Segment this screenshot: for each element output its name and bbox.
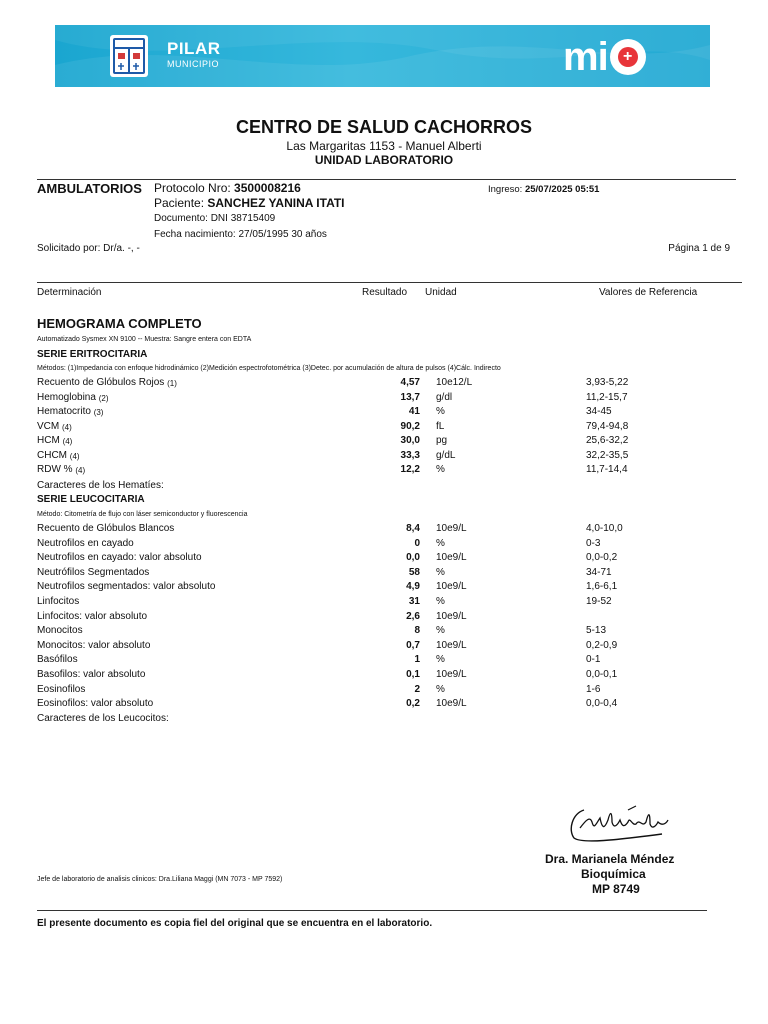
row-reference: 0-1 bbox=[586, 654, 601, 666]
page-number: Página 1 de 9 bbox=[668, 243, 730, 254]
row-name: Eosinofilos: valor absoluto bbox=[37, 698, 154, 710]
row-method-mark: (2) bbox=[98, 393, 109, 403]
serie-leuco-title: SERIE LEUCOCITARIA bbox=[37, 494, 145, 505]
section-title: HEMOGRAMA COMPLETO bbox=[37, 316, 202, 331]
row-value: 41 bbox=[408, 406, 420, 417]
table-row bbox=[0, 421, 768, 435]
row-unit: % bbox=[436, 625, 445, 637]
row-name: CHCM $_{(4)}$ bbox=[37, 449, 80, 461]
table-row bbox=[0, 406, 768, 420]
row-name: Neutrofilos segmentados: valor absoluto bbox=[37, 581, 216, 593]
header-banner bbox=[55, 25, 710, 87]
table-row bbox=[0, 581, 768, 595]
lab-name: CENTRO DE SALUD CACHORROS bbox=[235, 117, 532, 137]
municipio-shield-icon bbox=[107, 33, 151, 79]
row-unit: 10e9/L bbox=[436, 698, 467, 710]
row-unit: % bbox=[436, 596, 445, 607]
row-value: 0,1 bbox=[406, 669, 420, 680]
row-name: Basofilos: valor absoluto bbox=[37, 669, 146, 680]
row-value: 1 bbox=[414, 654, 420, 666]
row-method-mark: (1) bbox=[167, 379, 177, 388]
row-reference: 3,93-5,22 bbox=[586, 377, 629, 388]
mio-plus-icon: + bbox=[610, 39, 646, 75]
row-value: 58 bbox=[408, 566, 420, 578]
row-name: RDW % $_{(4)}$ bbox=[37, 464, 86, 475]
row-name: VCM $_{(4)}$ bbox=[37, 420, 72, 432]
brand-sub: MUNICIPIO bbox=[167, 59, 220, 69]
table-row bbox=[0, 377, 768, 391]
row-method-mark: (4) bbox=[62, 437, 73, 446]
row-unit: 10e9/L bbox=[436, 523, 467, 534]
patient-label: Paciente: bbox=[154, 196, 205, 210]
table-row bbox=[0, 464, 768, 478]
row-unit: % bbox=[436, 537, 445, 549]
row-name: Eosinofilos bbox=[37, 683, 86, 695]
chief-note: Jefe de laboratorio de analisis clinicos: Dra.Liliana Maggi (MN 7073 - MP 7592) bbox=[37, 876, 283, 883]
row-name: Recuento de Glóbulos Rojos $_{(1)}$ bbox=[37, 377, 177, 388]
row-unit: % bbox=[436, 464, 445, 475]
row-method-mark: (4) bbox=[75, 466, 86, 475]
row-reference: 0,2-0,9 bbox=[586, 639, 618, 651]
row-reference: 5-13 bbox=[586, 625, 607, 637]
table-row bbox=[0, 611, 768, 625]
row-reference: 34-71 bbox=[586, 566, 612, 578]
row-reference: 0,0-0,4 bbox=[586, 698, 618, 710]
row-name: HCM $_{(4)}$ bbox=[37, 435, 73, 446]
row-value: 31 bbox=[408, 596, 420, 607]
row-value: 0 bbox=[414, 537, 420, 549]
row-reference: 34-45 bbox=[586, 406, 612, 417]
table-row bbox=[0, 523, 768, 537]
patient-document: Documento: DNI 38715409 bbox=[154, 213, 276, 224]
row-unit: pg bbox=[436, 435, 448, 446]
row-name: Neutrófilos Segmentados bbox=[37, 566, 150, 578]
row-unit: % bbox=[436, 683, 445, 695]
col-unit: Unidad bbox=[425, 287, 457, 298]
row-method-mark: (4) bbox=[69, 451, 80, 461]
row-value: 0,7 bbox=[406, 639, 420, 651]
ingreso-label: Ingreso: bbox=[488, 184, 523, 195]
row-value: 30,0 bbox=[400, 435, 420, 446]
signer-mp: MP 8749 bbox=[592, 882, 640, 896]
row-unit: 10e12/L bbox=[436, 377, 473, 388]
row-name: Hematocrito $_{(3)}$ bbox=[37, 406, 104, 417]
table-row bbox=[0, 450, 768, 464]
table-row bbox=[0, 552, 768, 566]
lab-unit: UNIDAD LABORATORIO bbox=[314, 153, 454, 167]
row-name: Recuento de Glóbulos Blancos bbox=[37, 523, 175, 534]
row-reference: 1,6-6,1 bbox=[586, 581, 618, 593]
row-reference: 0,0-0,2 bbox=[586, 552, 618, 564]
row-reference: 1-6 bbox=[586, 683, 601, 695]
row-method-mark: (3) bbox=[93, 408, 104, 417]
brand-name: PILAR bbox=[167, 39, 221, 58]
ingreso-field bbox=[488, 184, 599, 195]
row-unit: 10e9/L bbox=[436, 639, 467, 651]
row-value: 2,6 bbox=[406, 610, 420, 622]
serie-leuco-methods: Método: Citometría de flujo con láser semiconductor y fluorescencia bbox=[37, 511, 248, 518]
table-row bbox=[0, 669, 768, 683]
row-name: Hemoglobina $_{(2)}$ bbox=[37, 391, 109, 403]
row-reference: 11,7-14,4 bbox=[586, 464, 628, 475]
row-reference: 0-3 bbox=[586, 537, 601, 549]
divider bbox=[37, 910, 707, 911]
row-name: Neutrofilos en cayado bbox=[37, 537, 134, 549]
row-value: 33,3 bbox=[400, 449, 420, 461]
patient-birth: Fecha nacimiento: 27/05/1995 30 años bbox=[154, 229, 327, 240]
col-determination: Determinación bbox=[37, 287, 102, 298]
row-unit: 10e9/L bbox=[436, 552, 467, 564]
table-row bbox=[0, 538, 768, 552]
signer-name: Dra. Marianela Méndez bbox=[545, 852, 675, 866]
method-note: Automatizado Sysmex XN 9100 -- Muestra: Sangre entera con EDTA bbox=[37, 336, 252, 343]
table-row bbox=[0, 596, 768, 610]
row-unit: % bbox=[436, 406, 445, 417]
row-reference: 19-52 bbox=[586, 596, 612, 607]
table-row bbox=[0, 684, 768, 698]
row-reference: 79,4-94,8 bbox=[586, 420, 629, 432]
row-value: 90,2 bbox=[400, 420, 420, 432]
table-row bbox=[0, 567, 768, 581]
signer-title: Bioquímica bbox=[581, 867, 646, 881]
row-unit: % bbox=[436, 566, 445, 578]
patient-category: AMBULATORIOS bbox=[37, 181, 142, 196]
table-row bbox=[0, 640, 768, 654]
divider bbox=[37, 179, 736, 180]
leucocitos-characters: Caracteres de los Leucocitos: bbox=[37, 713, 169, 724]
col-reference: Valores de Referencia bbox=[599, 287, 698, 298]
divider bbox=[37, 282, 742, 283]
row-unit: 10e9/L bbox=[436, 610, 467, 622]
copy-note: El presente documento es copia fiel del original que se encuentra en el laboratorio. bbox=[37, 918, 433, 929]
table-row bbox=[0, 435, 768, 449]
handwritten-signature bbox=[566, 800, 672, 846]
row-name: Monocitos bbox=[37, 625, 83, 637]
ingreso-value: 25/07/2025 05:51 bbox=[524, 184, 600, 195]
table-row bbox=[0, 392, 768, 406]
row-method-mark: (4) bbox=[62, 422, 72, 432]
row-name: Linfocitos: valor absoluto bbox=[37, 610, 148, 622]
row-value: 2 bbox=[414, 683, 420, 695]
brand-text bbox=[167, 40, 221, 70]
row-name: Linfocitos bbox=[37, 596, 80, 607]
row-unit: g/dl bbox=[436, 391, 453, 403]
row-value: 0,2 bbox=[406, 698, 420, 710]
serie-eritro-title: SERIE ERITROCITARIA bbox=[37, 349, 148, 360]
mio-logo bbox=[563, 37, 646, 77]
lab-address: Las Margaritas 1153 - Manuel Alberti bbox=[286, 139, 482, 153]
row-unit: g/dL bbox=[436, 449, 456, 461]
row-value: 8,4 bbox=[406, 523, 420, 534]
serie-eritro-methods: Métodos: (1)Impedancia con enfoque hidrodinámico (2)Medición espectrofotométrica (3)Detec. por acumulación de altura de pulsos (4)Cálc. Indirecto bbox=[37, 365, 501, 372]
table-row bbox=[0, 654, 768, 668]
row-unit: 10e9/L bbox=[436, 581, 467, 593]
table-row bbox=[0, 625, 768, 639]
row-reference: 32,2-35,5 bbox=[586, 449, 629, 461]
protocol-value: 3500008216 bbox=[234, 181, 301, 195]
patient-name: SANCHEZ YANINA ITATI bbox=[207, 196, 345, 210]
row-unit: fL bbox=[436, 420, 445, 432]
row-unit: 10e9/L bbox=[436, 669, 467, 680]
row-reference: 0,0-0,1 bbox=[586, 669, 618, 680]
protocol-field bbox=[154, 181, 301, 195]
table-row bbox=[0, 698, 768, 712]
row-value: 0,0 bbox=[406, 552, 420, 564]
protocol-label: Protocolo Nro: bbox=[154, 181, 231, 195]
row-unit: % bbox=[436, 654, 445, 666]
row-value: 8 bbox=[414, 625, 420, 637]
col-result: Resultado bbox=[362, 287, 408, 298]
row-name: Monocitos: valor absoluto bbox=[37, 639, 151, 651]
requested-by: Solicitado por: Dr/a. -, - bbox=[37, 243, 140, 254]
mio-logo-text: mi bbox=[563, 35, 608, 79]
row-reference: 4,0-10,0 bbox=[586, 523, 623, 534]
row-value: 4,9 bbox=[406, 581, 420, 593]
patient-field bbox=[154, 196, 345, 210]
row-value: 12,2 bbox=[400, 464, 420, 475]
row-value: 4,57 bbox=[400, 377, 420, 388]
row-reference: 25,6-32,2 bbox=[586, 435, 629, 446]
row-name: Neutrofilos en cayado: valor absoluto bbox=[37, 552, 202, 564]
row-reference: 11,2-15,7 bbox=[586, 391, 628, 403]
hematies-characters: Caracteres de los Hematíes: bbox=[37, 480, 164, 491]
row-value: 13,7 bbox=[400, 391, 420, 403]
row-name: Basófilos bbox=[37, 654, 78, 666]
